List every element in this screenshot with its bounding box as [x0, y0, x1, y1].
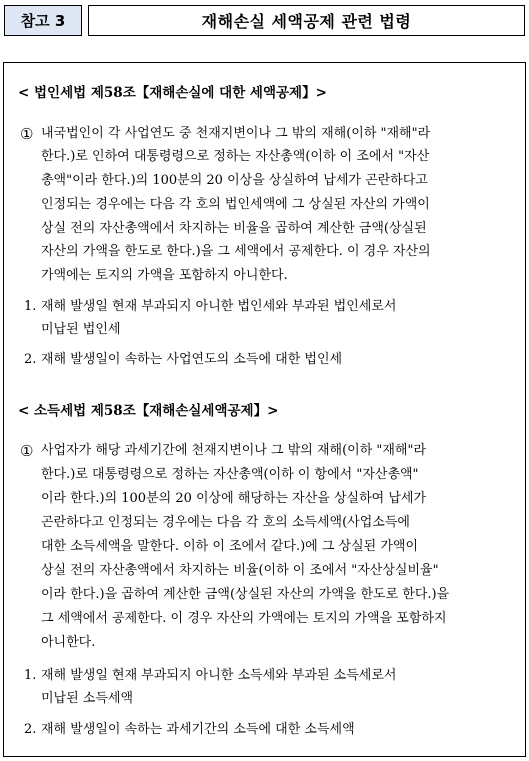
reference-tag: 참고 3 — [4, 5, 82, 36]
paragraph-line: 상실 전의 자산총액에서 차지하는 비율을 곱하여 계산한 금액(상실된 — [41, 221, 427, 236]
list-item-line: 재해 발생일 현재 부과되지 아니한 소득세와 부과된 소득세로서 — [41, 668, 397, 683]
section-heading-corporate-tax: < 법인세법 제58조【재해손실에 대한 세액공제】> — [18, 85, 327, 101]
document-title: 재해손실 세액공제 관련 법령 — [88, 5, 525, 36]
list-item-line: 미납된 법인세 — [41, 322, 121, 337]
paragraph-marker: ① — [20, 442, 34, 460]
law-text-box — [3, 62, 526, 757]
item-number: 2. — [24, 722, 37, 737]
paragraph-line: 이라 한다.)을 곱하여 계산한 금액(상실된 자산의 가액을 한도로 한다.)을 — [41, 587, 450, 602]
paragraph-line: 내국법인이 각 사업연도 중 천재지변이나 그 밖의 재해(이하 "재해"라 — [41, 126, 431, 141]
paragraph-line: 아니한다. — [41, 635, 96, 650]
document-header — [4, 5, 525, 38]
paragraph-line: 가액에는 토지의 가액을 포함하지 아니한다. — [41, 268, 288, 283]
paragraph-line: 자산의 가액을 한도로 한다.)을 그 세액에서 공제한다. 이 경우 자산의 — [41, 244, 431, 259]
paragraph-line: 곤란하다고 인정되는 경우에는 다음 각 호의 소득세액(사업소득에 — [41, 515, 410, 530]
paragraph-line: 대한 소득세액을 말한다. 이하 이 조에서 같다.)에 그 상실된 가액이 — [41, 539, 419, 554]
paragraph-line: 인정되는 경우에는 다음 각 호의 법인세액에 그 상실된 자산의 가액이 — [41, 197, 430, 212]
list-item-line: 재해 발생일이 속하는 과세기간의 소득에 대한 소득세액 — [41, 722, 355, 737]
paragraph-marker: ① — [20, 125, 34, 143]
item-number: 2. — [24, 352, 37, 367]
paragraph-line: 한다.)로 인하여 대통령령으로 정하는 자산총액(이하 이 조에서 "자산 — [41, 149, 430, 164]
paragraph-line: 상실 전의 자산총액에서 차지하는 비율(이하 이 조에서 "자산상실비율" — [41, 563, 439, 578]
paragraph-line: 한다.)로 대통령령으로 정하는 자산총액(이하 이 항에서 "자산총액" — [41, 467, 419, 482]
list-item-line: 미납된 소득세액 — [41, 691, 134, 706]
item-number: 1. — [24, 299, 37, 314]
paragraph-line: 사업자가 해당 과세기간에 천재지변이나 그 밖의 재해(이하 "재해"라 — [41, 443, 427, 458]
list-item-line: 재해 발생일 현재 부과되지 아니한 법인세와 부과된 법인세로서 — [41, 299, 397, 314]
paragraph-line: 총액"이라 한다.)의 100분의 20 이상을 상실하여 납세가 곤란하다고 — [41, 173, 428, 188]
item-number: 1. — [24, 668, 37, 683]
paragraph-line: 그 세액에서 공제한다. 이 경우 자산의 가액에는 토지의 가액을 포함하지 — [41, 611, 447, 626]
list-item-line: 재해 발생일이 속하는 사업연도의 소득에 대한 법인세 — [41, 352, 343, 367]
section-heading-income-tax: < 소득세법 제58조【재해손실세액공제】> — [18, 403, 279, 419]
paragraph-line: 이라 한다.)의 100분의 20 이상에 해당하는 자산을 상실하여 납세가 — [41, 491, 427, 506]
